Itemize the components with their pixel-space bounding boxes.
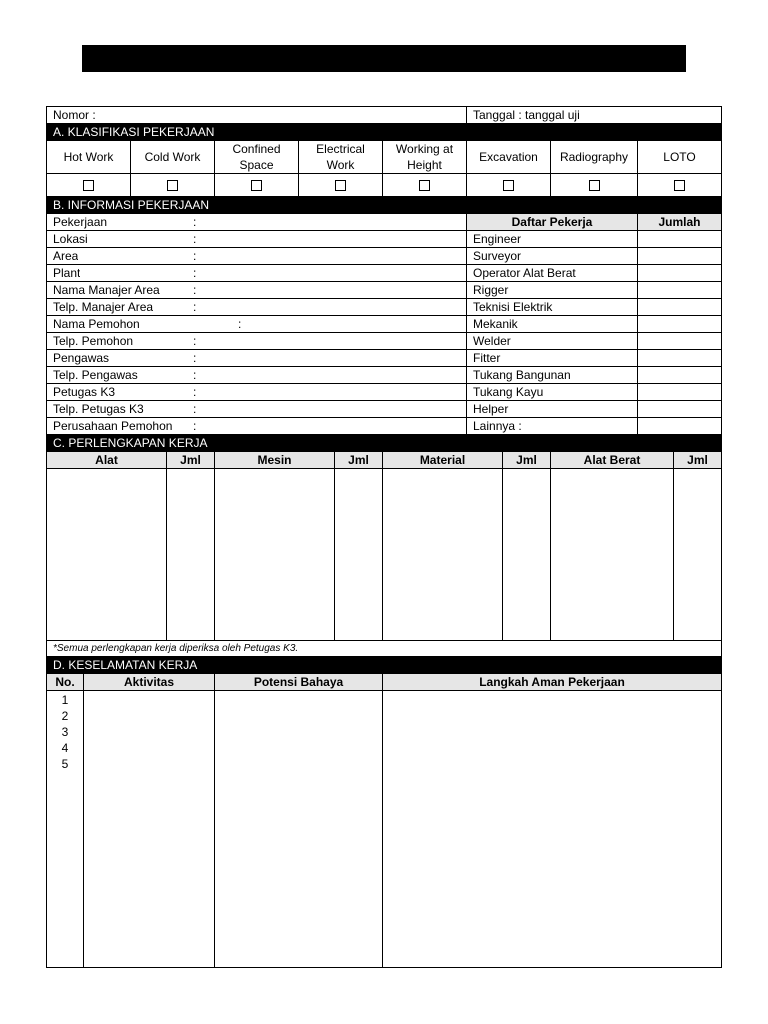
worker-count-input[interactable] xyxy=(638,265,722,282)
klasifikasi-checkbox[interactable] xyxy=(83,180,94,191)
equipment-header: Jml xyxy=(503,452,551,469)
worker-count-input[interactable] xyxy=(638,231,722,248)
klasifikasi-checkbox-cell xyxy=(299,174,383,197)
worker-type: Operator Alat Berat xyxy=(467,265,638,282)
equipment-column[interactable] xyxy=(674,469,722,641)
klasifikasi-checkbox[interactable] xyxy=(167,180,178,191)
safety-column[interactable] xyxy=(84,691,215,968)
info-field[interactable] xyxy=(47,333,467,350)
klasifikasi-checkbox[interactable] xyxy=(589,180,600,191)
safety-body-row xyxy=(47,691,722,968)
info-field-label: Area xyxy=(53,249,79,263)
worker-type: Fitter xyxy=(467,350,638,367)
safety-row-number: 5 xyxy=(61,757,69,771)
klasifikasi-label-line: Confined xyxy=(232,142,281,156)
klasifikasi-checkbox[interactable] xyxy=(503,180,514,191)
info-field-label: Petugas K3 xyxy=(53,385,116,399)
info-field-label: Pengawas xyxy=(53,351,110,365)
info-row xyxy=(47,265,722,282)
worker-count-input[interactable] xyxy=(638,367,722,384)
safety-row-number: 3 xyxy=(61,725,69,739)
info-row xyxy=(47,401,722,418)
worker-count-input[interactable] xyxy=(638,316,722,333)
equipment-column[interactable] xyxy=(383,469,503,641)
info-field-label: Plant xyxy=(53,266,81,280)
worker-count-input[interactable] xyxy=(638,248,722,265)
klasifikasi-checkbox[interactable] xyxy=(335,180,346,191)
klasifikasi-label-line: Cold Work xyxy=(144,150,201,164)
worker-count-input[interactable] xyxy=(638,350,722,367)
info-field-colon: : xyxy=(193,300,197,314)
klasifikasi-label-text xyxy=(396,141,453,173)
form-grid xyxy=(46,106,722,968)
equipment-note: *Semua perlengkapan kerja diperiksa oleh Petugas K3. xyxy=(47,641,722,657)
klasifikasi-label xyxy=(47,141,131,174)
info-field-colon: : xyxy=(193,351,197,365)
klasifikasi-label xyxy=(551,141,638,174)
klasifikasi-label-text xyxy=(64,149,114,165)
info-field-label: Telp. Petugas K3 xyxy=(53,402,144,416)
safety-header: No. xyxy=(47,674,84,691)
info-field-label: Telp. Pengawas xyxy=(53,368,138,382)
equipment-header-row xyxy=(47,452,722,469)
equipment-header: Jml xyxy=(674,452,722,469)
equipment-column[interactable] xyxy=(167,469,215,641)
safety-header: Aktivitas xyxy=(84,674,215,691)
equipment-header: Material xyxy=(383,452,503,469)
info-field-colon: : xyxy=(193,368,197,382)
info-field[interactable] xyxy=(47,214,467,231)
safety-header: Potensi Bahaya xyxy=(215,674,383,691)
klasifikasi-label-line: Hot Work xyxy=(63,150,114,164)
worker-count-input[interactable] xyxy=(638,299,722,316)
safety-row-number: 2 xyxy=(61,709,69,723)
klasifikasi-label xyxy=(215,141,299,174)
info-field[interactable] xyxy=(47,384,467,401)
count-header: Jumlah xyxy=(638,214,722,231)
worker-type: Tukang Bangunan xyxy=(467,367,638,384)
klasifikasi-checkbox-cell xyxy=(638,174,722,197)
klasifikasi-checkbox[interactable] xyxy=(674,180,685,191)
info-field-colon: : xyxy=(193,385,197,399)
klasifikasi-checkbox-cell xyxy=(383,174,467,197)
klasifikasi-label-line: Electrical xyxy=(316,142,365,156)
klasifikasi-label xyxy=(131,141,215,174)
klasifikasi-checkbox-cell xyxy=(47,174,131,197)
section-b-title: B. INFORMASI PEKERJAAN xyxy=(47,197,722,214)
equipment-column[interactable] xyxy=(335,469,383,641)
worker-type: Teknisi Elektrik xyxy=(467,299,638,316)
safety-column[interactable] xyxy=(215,691,383,968)
klasifikasi-checkbox-cell xyxy=(467,174,551,197)
safety-header: Langkah Aman Pekerjaan xyxy=(383,674,722,691)
nomor-field[interactable]: Nomor : xyxy=(47,107,467,124)
info-field-label: Lokasi xyxy=(53,232,88,246)
info-field-label: Nama Pemohon xyxy=(53,317,140,331)
worker-type: Surveyor xyxy=(467,248,638,265)
info-field-label: Pekerjaan xyxy=(53,215,108,229)
klasifikasi-label-line: Height xyxy=(407,158,442,172)
info-field[interactable] xyxy=(47,299,467,316)
klasifikasi-label-text xyxy=(145,149,201,165)
info-field[interactable] xyxy=(47,367,467,384)
info-row xyxy=(47,231,722,248)
klasifikasi-label-text xyxy=(479,149,538,165)
equipment-column[interactable] xyxy=(215,469,335,641)
workers-header: Daftar Pekerja xyxy=(467,214,638,231)
klasifikasi-header-row xyxy=(47,141,722,174)
info-field-label: Telp. Pemohon xyxy=(53,334,134,348)
worker-count-input[interactable] xyxy=(638,282,722,299)
worker-type: Lainnya : xyxy=(467,418,638,435)
klasifikasi-label xyxy=(638,141,722,174)
worker-type: Engineer xyxy=(467,231,638,248)
permit-form xyxy=(46,106,721,968)
safety-header-row xyxy=(47,674,722,691)
info-row xyxy=(47,333,722,350)
klasifikasi-label-text xyxy=(232,141,280,173)
klasifikasi-label xyxy=(467,141,551,174)
section-d-title: D. KESELAMATAN KERJA xyxy=(47,657,722,674)
info-field-label: Telp. Manajer Area xyxy=(53,300,154,314)
header-row xyxy=(47,107,722,124)
klasifikasi-checkbox-row xyxy=(47,174,722,197)
equipment-column[interactable] xyxy=(47,469,167,641)
worker-type: Helper xyxy=(467,401,638,418)
safety-column[interactable] xyxy=(47,691,84,968)
info-field[interactable] xyxy=(47,316,467,333)
worker-type: Tukang Kayu xyxy=(467,384,638,401)
info-field-colon: : xyxy=(193,232,197,246)
info-field-colon: : xyxy=(238,317,242,331)
info-row xyxy=(47,384,722,401)
info-field[interactable] xyxy=(47,265,467,282)
info-field-colon: : xyxy=(193,249,197,263)
info-row xyxy=(47,418,722,435)
info-row xyxy=(47,316,722,333)
klasifikasi-label-text xyxy=(560,149,628,165)
equipment-header: Alat xyxy=(47,452,167,469)
info-row xyxy=(47,214,722,231)
klasifikasi-label-line: Work xyxy=(326,158,355,172)
info-field-colon: : xyxy=(193,402,197,416)
info-row xyxy=(47,299,722,316)
info-field-label: Perusahaan Pemohon xyxy=(53,419,173,433)
worker-type: Welder xyxy=(467,333,638,350)
info-row xyxy=(47,282,722,299)
equipment-header: Jml xyxy=(335,452,383,469)
klasifikasi-label-line: Excavation xyxy=(479,150,538,164)
klasifikasi-label-line: LOTO xyxy=(663,150,696,164)
form-title-bar xyxy=(82,45,686,72)
section-a-title: A. KLASIFIKASI PEKERJAAN xyxy=(47,124,722,141)
klasifikasi-label-line: Space xyxy=(239,158,274,172)
worker-count-input[interactable] xyxy=(638,333,722,350)
worker-count-input[interactable] xyxy=(638,418,722,435)
info-field-colon: : xyxy=(193,419,197,433)
klasifikasi-label-text xyxy=(663,149,695,165)
worker-type: Rigger xyxy=(467,282,638,299)
klasifikasi-checkbox[interactable] xyxy=(251,180,262,191)
info-row xyxy=(47,248,722,265)
klasifikasi-checkbox-cell xyxy=(131,174,215,197)
safety-row-number: 1 xyxy=(61,693,69,707)
info-field-colon: : xyxy=(193,334,197,348)
klasifikasi-checkbox-cell xyxy=(215,174,299,197)
equipment-column[interactable] xyxy=(503,469,551,641)
worker-count-input[interactable] xyxy=(638,401,722,418)
klasifikasi-label-line: Radiography xyxy=(559,150,629,164)
info-field[interactable] xyxy=(47,248,467,265)
info-field-colon: : xyxy=(193,215,197,229)
safety-column[interactable] xyxy=(383,691,722,968)
info-field-label: Nama Manajer Area xyxy=(53,283,160,297)
worker-count-input[interactable] xyxy=(638,384,722,401)
info-field[interactable] xyxy=(47,282,467,299)
worker-type: Mekanik xyxy=(467,316,638,333)
equipment-body-row xyxy=(47,469,722,641)
info-row xyxy=(47,350,722,367)
equipment-column[interactable] xyxy=(551,469,674,641)
safety-row-number: 4 xyxy=(61,741,69,755)
info-field[interactable] xyxy=(47,418,467,435)
klasifikasi-checkbox[interactable] xyxy=(419,180,430,191)
klasifikasi-label xyxy=(383,141,467,174)
info-row xyxy=(47,367,722,384)
equipment-header: Mesin xyxy=(215,452,335,469)
equipment-header: Jml xyxy=(167,452,215,469)
section-c-title: C. PERLENGKAPAN KERJA xyxy=(47,435,722,452)
klasifikasi-label xyxy=(299,141,383,174)
equipment-header: Alat Berat xyxy=(551,452,674,469)
klasifikasi-label-line: Working at xyxy=(395,142,454,156)
info-field-colon: : xyxy=(193,266,197,280)
info-field[interactable] xyxy=(47,231,467,248)
info-field[interactable] xyxy=(47,401,467,418)
info-field-colon: : xyxy=(193,283,197,297)
klasifikasi-label-text xyxy=(316,141,365,173)
info-field[interactable] xyxy=(47,350,467,367)
klasifikasi-checkbox-cell xyxy=(551,174,638,197)
tanggal-field[interactable]: Tanggal : tanggal uji xyxy=(467,107,722,124)
